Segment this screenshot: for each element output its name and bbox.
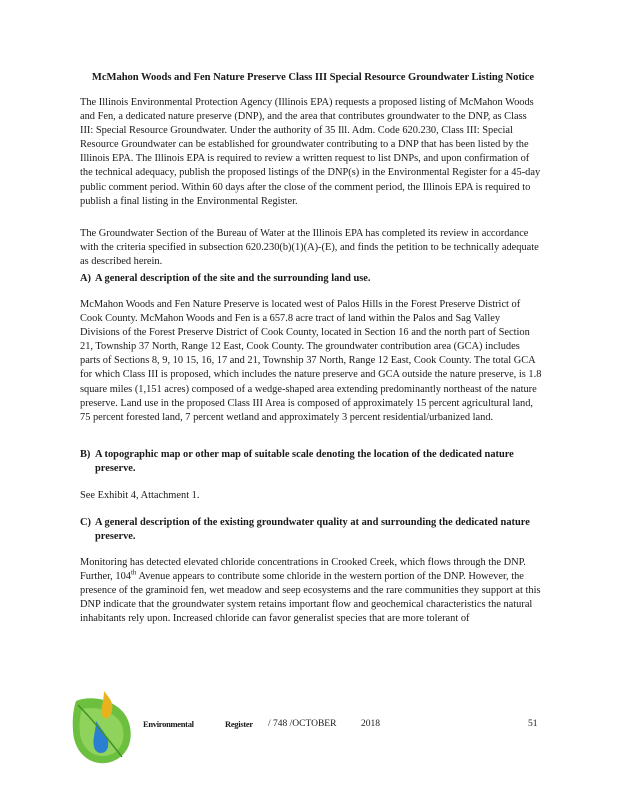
section-c-heading bbox=[80, 516, 542, 544]
section-a-heading-text: A general description of the site and the surrounding land use. bbox=[95, 273, 371, 284]
page-title: McMahon Woods and Fen Nature Preserve Class III Special Resource Groundwater Listing Notice bbox=[91, 72, 535, 83]
section-b-body: See Exhibit 4, Attachment 1. bbox=[80, 490, 200, 501]
footer-publication-word1: Environmental bbox=[143, 719, 194, 729]
section-b-heading bbox=[80, 448, 542, 476]
footer-publication-word2: Register bbox=[225, 719, 253, 729]
footer-page-number: 51 bbox=[528, 719, 538, 729]
section-a-letter: A) bbox=[80, 273, 91, 284]
intro-paragraph: The Illinois Environmental Protection Agency (Illinois EPA) requests a proposed listing of McMahon Woods and Fen, a dedicated nature preserve (DNP), and the area that contributes groundwater to the DNP, as Class III: Special Resource Groundwater. Under the authority of 35 Ill. Adm. Code 620.230, Class III: Special Resource Groundwater can be established for groundwater contributing to a DNP that has been listed by the Illinois EPA. The Illinois EPA is required to review a written request to list DNPs, and upon confirmation of the technical adequacy, publish the proposed listings of the DNP(s) in the Environmental Register for a 45-day public comment period. Within 60 days after the close of the comment period, the Illinois EPA is required to publish a final listing in the Environmental Register. bbox=[80, 97, 541, 207]
section-b-heading-text: A topographic map or other map of suitable scale denoting the location of the dedicated nature preserve. bbox=[95, 449, 514, 475]
flame-shape bbox=[101, 691, 112, 718]
review-paragraph: The Groundwater Section of the Bureau of Water at the Illinois EPA has completed its review in accordance with the criteria specified in subsection 620.230(b)(1)(A)-(E), and finds the petition to be technically adequate as described herein. bbox=[80, 228, 539, 268]
section-a-heading bbox=[80, 272, 542, 286]
ordinal-suffix: th bbox=[130, 568, 137, 577]
section-c-letter: C) bbox=[80, 517, 91, 528]
environmental-register-leaf-logo bbox=[68, 687, 138, 765]
section-b-letter: B) bbox=[80, 449, 91, 460]
section-a-body: McMahon Woods and Fen Nature Preserve is located west of Palos Hills in the Forest Preserve District of Cook County. McMahon Woods and Fen is a 657.8 acre tract of land within the Palos and Sag Valley Divisions of the Forest Preserve District of Cook County, located in Section 16 and the north part of Section 21, Township 37 North, Range 12 East, Cook County. The groundwater contribution area (GCA) includes parts of Sections 8, 9, 10 15, 16, 17 and 21, Township 37 North, Range 12 East, Cook County. The total GCA for which Class III is proposed, which includes the nature preserve and GCA outside the nature preserve, is 1.8 square miles (1,151 acres) composed of a wedge-shaped area extending predominantly northeast of the nature preserve. Land use in the proposed Class III Area is composed of approximately 15 percent agricultural land, 75 percent forested land, 7 percent wetland and approximately 3 percent residential/urbanized land. bbox=[80, 299, 542, 423]
footer-issue: / 748 /OCTOBER bbox=[268, 719, 337, 729]
section-c-body-part2: Avenue appears to contribute some chloride in the western portion of the DNP. However, the presence of the graminoid fen, wet meadow and seep ecosystems and the rare communities they support at this DNP indicate that the groundwater system retains important flow and geochemical characteristics the natural inhabitants rely upon. Increased chloride can favor generalist species that are more tolerant of bbox=[80, 571, 541, 625]
section-c-body bbox=[80, 556, 542, 626]
section-c-body-part1: Monitoring has detected elevated chloride concentrations in Crooked Creek, which flows through the DNP. Further, 104 bbox=[80, 557, 526, 583]
footer-year: 2018 bbox=[361, 719, 380, 729]
section-c-heading-text: A general description of the existing groundwater quality at and surrounding the dedicated nature preserve. bbox=[95, 517, 530, 543]
